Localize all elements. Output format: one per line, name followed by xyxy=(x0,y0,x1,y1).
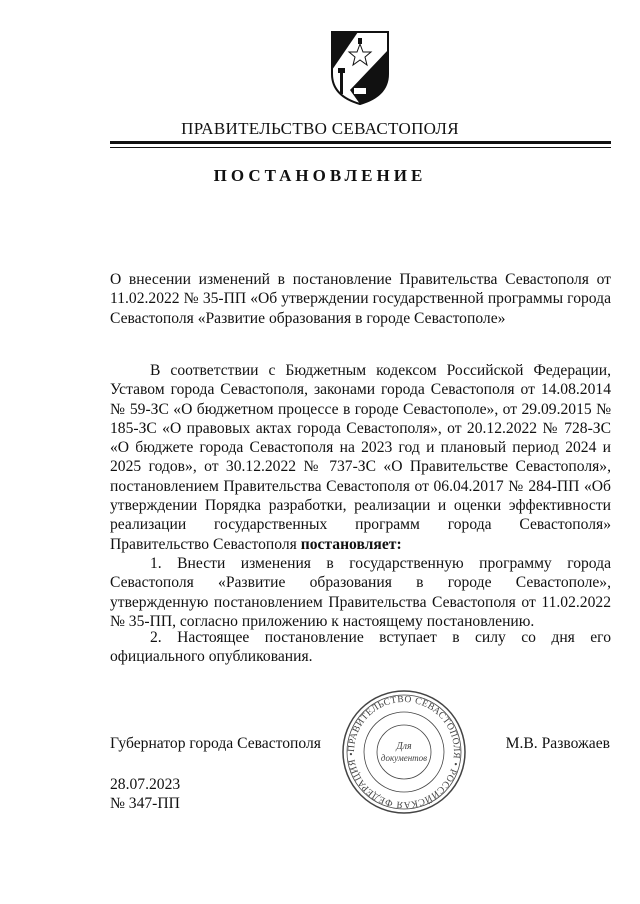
signer-position: Губернатор города Севастополя xyxy=(110,735,321,752)
seal-center-line-2: документов xyxy=(380,753,428,763)
preamble-verb: постановляет: xyxy=(300,535,402,553)
document-type-heading: ПОСТАНОВЛЕНИЕ xyxy=(213,166,427,185)
preamble-text: В соответствии с Бюджетным кодексом Российской Федерации, Уставом города Севастополя, законами города Севастополя от 14.08.2014 № 59-ЗС «О бюджетном процессе в городе Севастополе», от 29.09.2015 № 185-ЗС «О правовых актах города Севастополя», от 20.12.2022 № 728-ЗС «О бюджете города Севастополя на 2023 год и плановый период 2024 и 2025 годов», от 30.12.2022 № 737-ЗС «О Правительстве Севастополя», постановлением Правительства Севастополя от 06.04.2017 № 284-ПП «Об утверждении Порядка разработки, реализации и оценки эффективности реализации государственных программ города Севастополя» Правительство Севастополя xyxy=(110,362,611,553)
signer-name: М.В. Развожаев xyxy=(505,735,610,752)
header-rule-thick xyxy=(110,141,611,144)
resolution-item-1: 1. Внести изменения в государственную программу города Севастополя «Развитие образования в городе Севастополе», утвержденную постановлением Правительства Севастополя от 11.02.2022 № 35-ПП, согласно приложению к настоящему постановлению. xyxy=(110,555,611,630)
document-subject: О внесении изменений в постановление Правительства Севастополя от 11.02.2022 № 35-ПП «Об утверждении государственной программы города Севастополя «Развитие образования в городе Севастополе» xyxy=(110,271,611,327)
resolution-item-2: 2. Настоящее постановление вступает в силу со дня его официального опубликования. xyxy=(110,629,611,666)
document-date: 28.07.2023 xyxy=(110,776,181,793)
seal-center-line-1: Для xyxy=(396,741,412,752)
government-title: ПРАВИТЕЛЬСТВО СЕВАСТОПОЛЯ xyxy=(181,119,459,138)
seal-outer-text: ПРАВИТЕЛЬСТВО СЕВАСТОПОЛЯ • РОССИЙСКАЯ ФЕДЕРАЦИЯ • xyxy=(346,694,462,810)
document-number: № 347-ПП xyxy=(110,795,180,812)
preamble-paragraph xyxy=(110,361,611,554)
coat-of-arms-emblem xyxy=(328,30,392,106)
header-rule-thin xyxy=(110,147,611,148)
official-seal-stamp xyxy=(340,688,468,816)
